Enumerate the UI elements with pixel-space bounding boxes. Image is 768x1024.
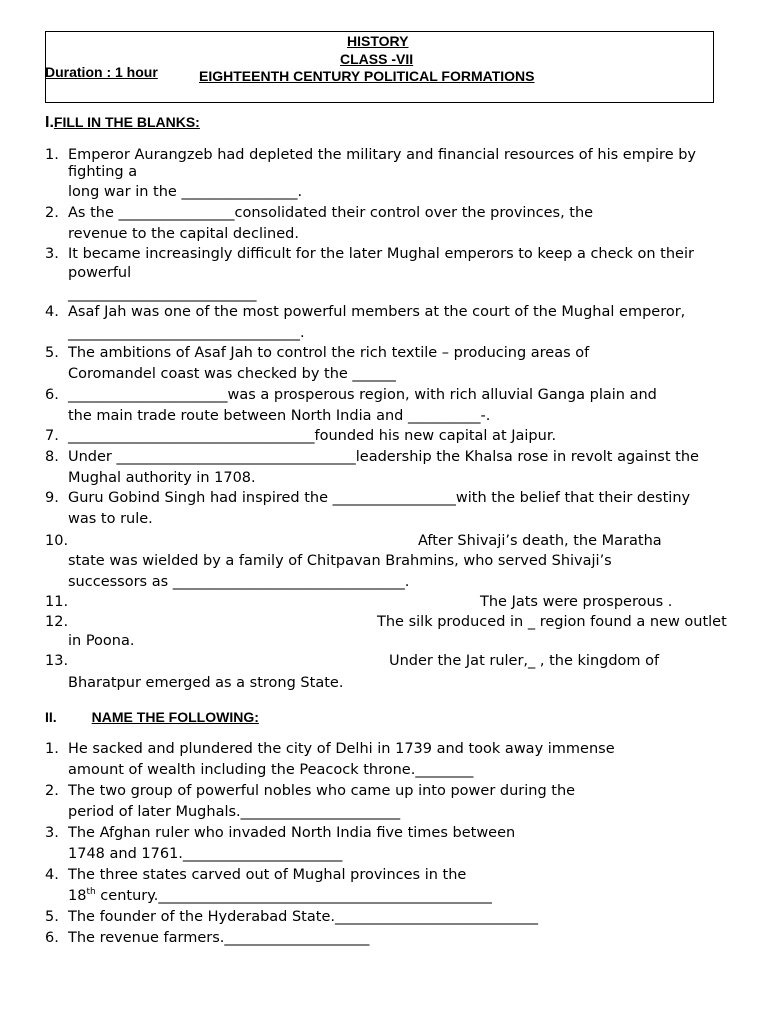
s2-q3-number: 3.	[45, 825, 59, 841]
s2-q4-ordinal-suffix: th	[86, 887, 96, 897]
s2-q6-number: 6.	[45, 930, 59, 946]
q13-line: Bharatpur emerged as a strong State.	[68, 675, 344, 691]
s2-q4-line2	[68, 888, 492, 905]
q1-line: Emperor Aurangzeb had depleted the military and financial resources of his empire by	[68, 147, 697, 163]
q12-line: in Poona.	[68, 633, 135, 649]
q6-line: the main trade route between North India and __________-.	[68, 408, 491, 424]
s2-q6-line: The revenue farmers.____________________	[68, 930, 370, 946]
s2-q2-number: 2.	[45, 783, 59, 799]
q10-line: successors as ________________________________.	[68, 574, 410, 590]
duration-label: Duration : 1 hour	[45, 64, 158, 80]
s2-q4-line: The three states carved out of Mughal provinces in the	[68, 867, 467, 883]
q3-line: powerful	[68, 265, 132, 281]
s2-q1-line: amount of wealth including the Peacock throne.________	[68, 762, 474, 778]
q10-line: After Shivaji’s death, the Maratha	[418, 533, 662, 549]
q11-number: 11.	[45, 594, 69, 610]
section-2-title: NAME THE FOLLOWING:	[91, 709, 259, 725]
s2-q2-line: period of later Mughals.______________________	[68, 804, 401, 820]
q4-number: 4.	[45, 304, 59, 320]
s2-q1-line: He sacked and plundered the city of Delhi in 1739 and took away immense	[68, 741, 615, 757]
class-title: CLASS -VII	[340, 51, 414, 67]
q5-line: Coromandel coast was checked by the ______	[68, 366, 396, 382]
s2-q2-line: The two group of powerful nobles who came up into power during the	[68, 783, 576, 799]
q5-number: 5.	[45, 345, 59, 361]
q7-number: 7.	[45, 428, 59, 444]
q6-number: 6.	[45, 387, 59, 403]
s2-q4-ordinal: 18	[68, 888, 87, 904]
q10-line: state was wielded by a family of Chitpavan Brahmins, who served Shivaji’s	[68, 553, 612, 569]
q1-line: fighting a	[68, 164, 138, 180]
s2-q3-line: 1748 and 1761.______________________	[68, 846, 343, 862]
q8-line: Under _________________________________leadership the Khalsa rose in revolt against the	[68, 449, 699, 465]
section-2-number: II.	[45, 709, 57, 725]
q3-line: It became increasingly difficult for the later Mughal emperors to keep a check on their	[68, 246, 694, 262]
section-1-title: FILL IN THE BLANKS:	[53, 114, 200, 130]
q3-number: 3.	[45, 246, 59, 262]
q2-line: revenue to the capital declined.	[68, 226, 299, 242]
q1-number: 1.	[45, 147, 59, 163]
q2-number: 2.	[45, 205, 59, 221]
chapter-title: EIGHTEENTH CENTURY POLITICAL FORMATIONS	[199, 68, 535, 84]
q4-line: ________________________________.	[68, 325, 305, 341]
q7-line: __________________________________founded his new capital at Jaipur.	[68, 428, 557, 444]
q12-line: The silk produced in _ region found a new outlet	[377, 614, 727, 630]
s2-q5-number: 5.	[45, 909, 59, 925]
section-1-heading	[45, 114, 200, 131]
q13-number: 13.	[45, 653, 69, 669]
q9-number: 9.	[45, 490, 59, 506]
s2-q5-line: The founder of the Hyderabad State.____________________________	[68, 909, 538, 925]
q2-line: As the ________________consolidated their control over the provinces, the	[68, 205, 594, 221]
section-1-number: I.	[45, 114, 54, 131]
s2-q4-century: century.______________________________________________	[95, 888, 492, 904]
s2-q4-number: 4.	[45, 867, 59, 883]
q3-line: __________________________	[68, 286, 257, 302]
q11-line: The Jats were prosperous .	[480, 594, 673, 610]
q5-line: The ambitions of Asaf Jah to control the rich textile – producing areas of	[68, 345, 590, 361]
q9-line: Guru Gobind Singh had inspired the _________________with the belief that their destiny	[68, 490, 691, 506]
section-2-heading	[45, 709, 259, 725]
q10-number: 10.	[45, 533, 69, 549]
q13-line: Under the Jat ruler,_ , the kingdom of	[389, 653, 660, 669]
s2-q1-number: 1.	[45, 741, 59, 757]
subject-title: HISTORY	[347, 33, 409, 49]
s2-q3-line: The Afghan ruler who invaded North India five times between	[68, 825, 516, 841]
q9-line: was to rule.	[68, 511, 153, 527]
q1-line: long war in the ________________.	[68, 184, 303, 200]
q12-number: 12.	[45, 614, 69, 630]
q4-line: Asaf Jah was one of the most powerful members at the court of the Mughal emperor,	[68, 304, 686, 320]
q8-line: Mughal authority in 1708.	[68, 470, 256, 486]
q8-number: 8.	[45, 449, 59, 465]
q6-line: ______________________was a prosperous region, with rich alluvial Ganga plain and	[68, 387, 657, 403]
